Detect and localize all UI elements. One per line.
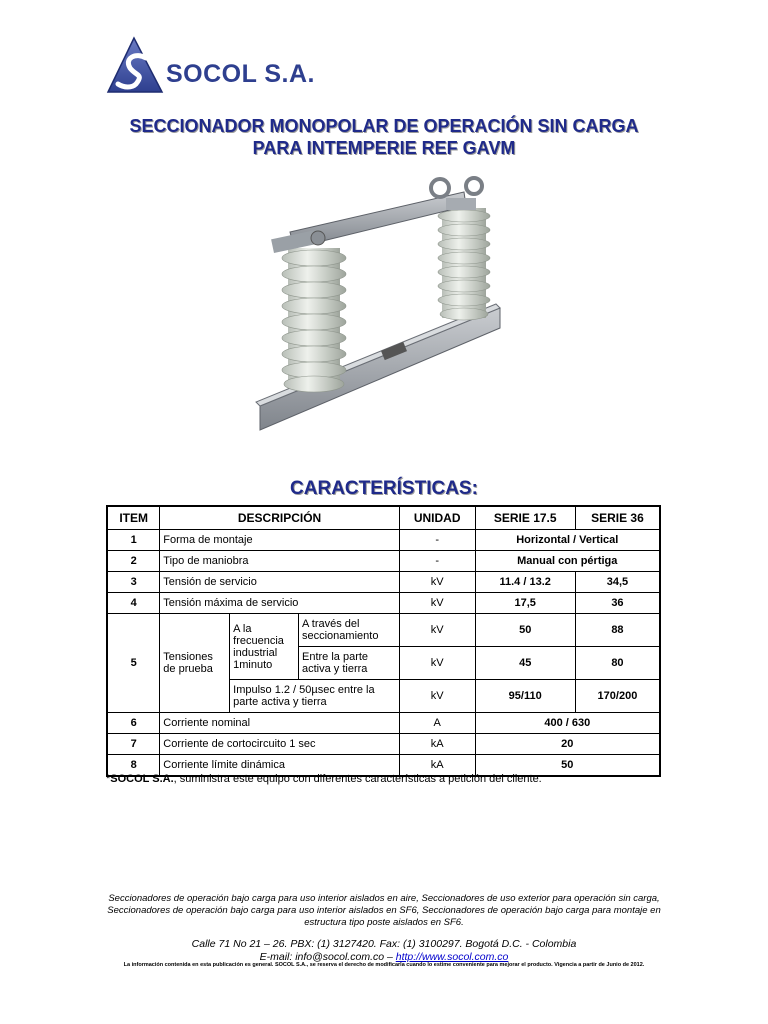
row-unit: kA (399, 755, 475, 776)
row-serie-36: 36 (575, 593, 660, 614)
table-row (107, 593, 660, 614)
header-description: DESCRIPCIÓN (160, 506, 400, 530)
row-serie-17-5: 11.4 / 13.2 (475, 572, 575, 593)
row-item: 6 (107, 713, 160, 734)
row-serie-17-5: 17,5 (475, 593, 575, 614)
row-description: Corriente nominal (160, 713, 400, 734)
row-serie-17-5: 95/110 (475, 680, 575, 713)
row-description: Tensión máxima de servicio (160, 593, 400, 614)
header-serie-36: SERIE 36 (575, 506, 660, 530)
row-serie-36: 170/200 (575, 680, 660, 713)
products-summary: Seccionadores de operación bajo carga para uso interior aislados en aire, Seccionadores de uso exterior para operación sin carga, Seccionadores de operación bajo carga para uso interior aislados en SF6, Seccionadores de operación bajo carga para montaje en estructura tipo poste aislados en SF6. (107, 893, 661, 928)
table-row (107, 572, 660, 593)
row-value: 50 (475, 755, 660, 776)
row-description: Tensiones de prueba (160, 614, 230, 713)
table-header-row (107, 506, 660, 530)
contact-address (0, 938, 768, 964)
row-unit: kV (399, 680, 475, 713)
spec-table (106, 505, 661, 777)
row-unit: kV (399, 572, 475, 593)
row-description: Corriente de cortocircuito 1 sec (160, 734, 400, 755)
row-subdescription: A través del seccionamiento (299, 614, 400, 647)
company-name: SOCOL S.A. (166, 60, 316, 88)
row-value: 20 (475, 734, 660, 755)
website-link[interactable]: http://www.socol.com.co (395, 951, 509, 963)
row-unit: kV (399, 647, 475, 680)
row-value: 400 / 630 (475, 713, 660, 734)
row-item: 8 (107, 755, 160, 776)
email-text: E-mail: info@socol.com.co – (259, 951, 396, 963)
row-unit: - (399, 530, 475, 551)
row-unit: kV (399, 593, 475, 614)
table-row (107, 713, 660, 734)
header-serie-17-5: SERIE 17.5 (475, 506, 575, 530)
row-item: 1 (107, 530, 160, 551)
table-row (107, 530, 660, 551)
disclaimer: La información contenida en esta publicación es general. SOCOL S.A., se reserva el derecho de modificarla cuando lo estime conveniente para mejorar el producto. Vigencia a partir de Junio de 2012. (123, 962, 645, 968)
table-row (107, 551, 660, 572)
row-unit: kV (399, 614, 475, 647)
page-title-line2: PARA INTEMPERIE REF GAVM (252, 138, 516, 158)
row-value: Manual con pértiga (475, 551, 660, 572)
row-item: 3 (107, 572, 160, 593)
header-item: ITEM (107, 506, 160, 530)
row-serie-17-5: 50 (475, 614, 575, 647)
footnote-prefix: * (106, 773, 111, 785)
row-serie-17-5: 45 (475, 647, 575, 680)
row-test-frequency: A la frecuencia industrial 1minuto (230, 614, 299, 680)
row-serie-36: 80 (575, 647, 660, 680)
row-unit: - (399, 551, 475, 572)
address-line: Calle 71 No 21 – 26. PBX: (1) 3127420. Fax: (1) 3100297. Bogotá D.C. - Colombia (191, 938, 577, 950)
row-unit: kA (399, 734, 475, 755)
row-serie-36: 88 (575, 614, 660, 647)
row-item: 7 (107, 734, 160, 755)
table-row (107, 614, 660, 647)
row-description: Tipo de maniobra (160, 551, 400, 572)
header-unit: UNIDAD (399, 506, 475, 530)
footnote-brand: SOCOL S.A. (110, 773, 174, 785)
row-item: 5 (107, 614, 160, 713)
footnote-text: , suministra este equipo con diferentes características a petición del cliente. (173, 773, 542, 785)
row-subdescription: Entre la parte activa y tierra (299, 647, 400, 680)
row-item: 4 (107, 593, 160, 614)
page-title-line1: SECCIONADOR MONOPOLAR DE OPERACIÓN SIN CARGA (129, 116, 639, 136)
row-description: Corriente límite dinámica (160, 755, 400, 776)
row-subdescription: Impulso 1.2 / 50µsec entre la parte activa y tierra (230, 680, 400, 713)
row-description: Tensión de servicio (160, 572, 400, 593)
footnote (106, 773, 542, 785)
section-title: CARACTERÍSTICAS: (290, 478, 478, 499)
row-unit: A (399, 713, 475, 734)
row-item: 2 (107, 551, 160, 572)
row-serie-36: 34,5 (575, 572, 660, 593)
disconnector-switch-photo (250, 168, 550, 448)
row-value: Horizontal / Vertical (475, 530, 660, 551)
table-row (107, 734, 660, 755)
row-description: Forma de montaje (160, 530, 400, 551)
